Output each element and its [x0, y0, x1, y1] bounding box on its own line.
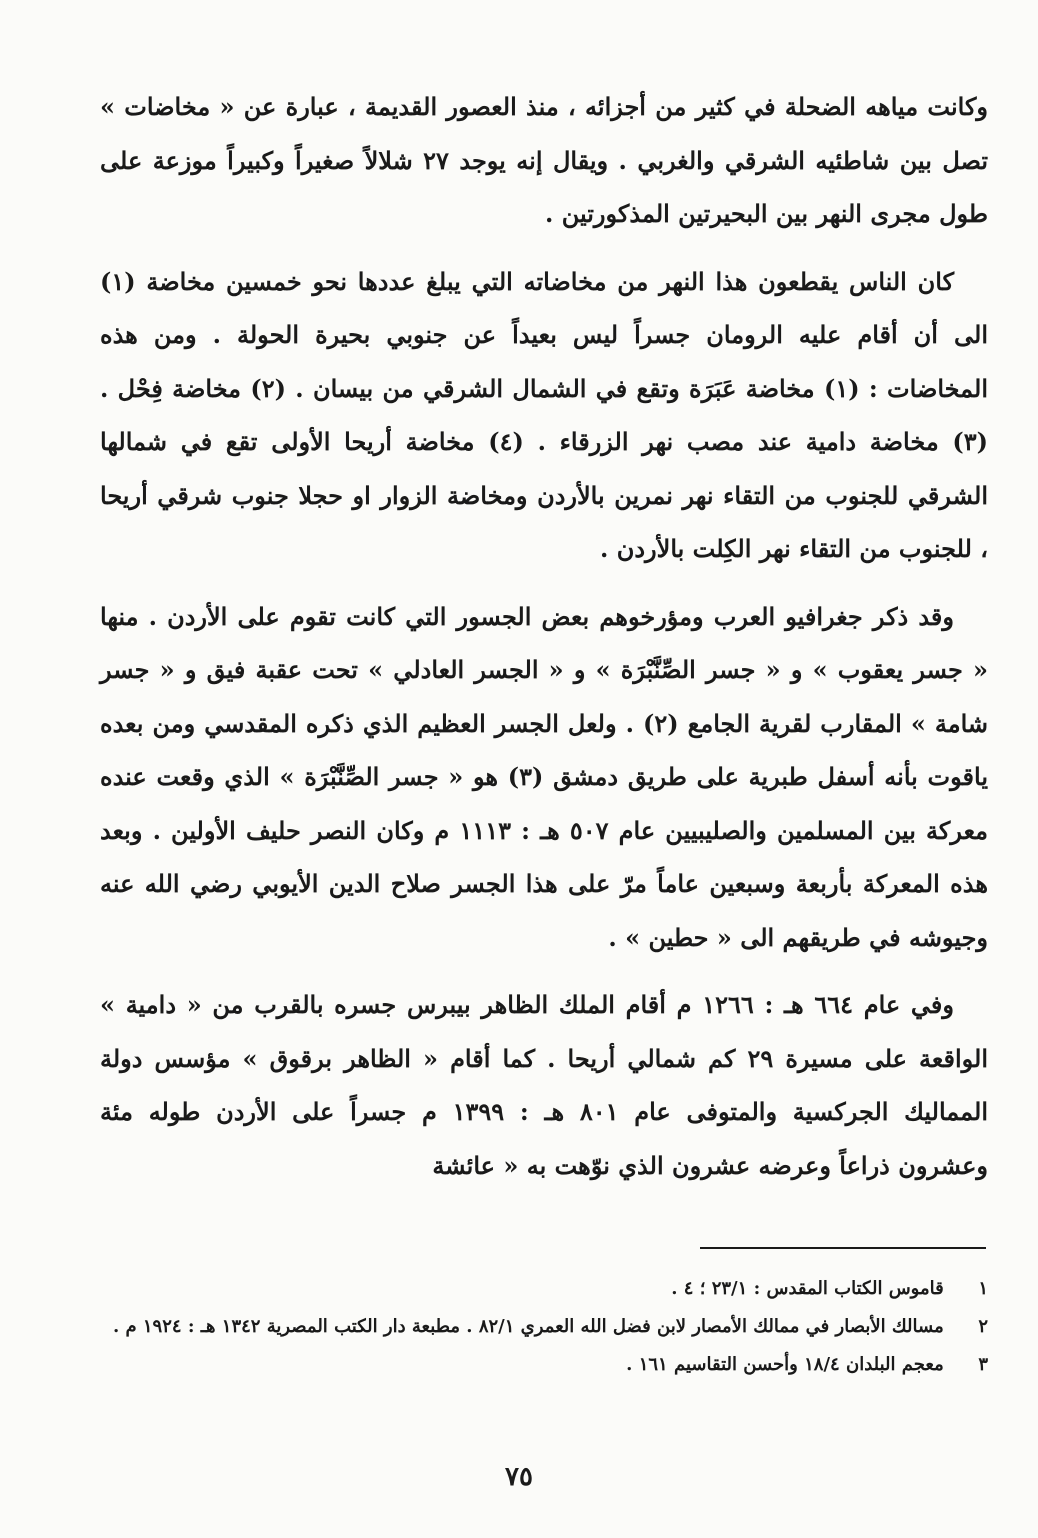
footnote-3	[100, 1346, 988, 1384]
footnotes	[100, 1270, 988, 1384]
page-number: ٧٥	[505, 1462, 533, 1492]
paragraph-2: كان الناس يقطعون هذا النهر من مخاضاته التي يبلغ عددها نحو خمسين مخاضة (١) الى أن أقام عليه الرومان جسراً ليس بعيداً عن جنوبي بحيرة الحولة . ومن هذه المخاضات : (١) مخاضة عَبَرَة وتقع في الشمال الشرقي من بيسان . (٢) مخاضة فِحْل . (٣) مخاضة دامية عند مصب نهر الزرقاء . (٤) مخاضة أريحا الأولى تقع في شمالها الشرقي للجنوب من التقاء نهر نمرين بالأردن ومخاضة الزوار او حجلا جنوب شرقي أريحا ، للجنوب من التقاء نهر الكِلت بالأردن .	[100, 266, 989, 563]
paragraph-1: وكانت مياهه الضحلة في كثير من أجزائه ، منذ العصور القديمة ، عبارة عن « مخاضات » تصل بين شاطئيه الشرقي والغربي . ويقال إنه يوجد ٢٧ شلالاً صغيراً وكبيراً موزعة على طول مجرى النهر بين البحيرتين المذكورتين .	[100, 92, 988, 228]
footnote-1	[100, 1270, 988, 1308]
footnote-2	[100, 1308, 988, 1346]
footnote-text: مسالك الأبصار في ممالك الأمصار لابن فضل الله العمري ٨٢/١ . مطبعة دار الكتب المصرية ١٣٤٢ هـ : ١٩٢٤ م .	[112, 1316, 944, 1337]
footnote-number: ١	[978, 1278, 988, 1299]
footnote-text: معجم البلدان ١٨/٤ وأحسن التقاسيم ١٦١ .	[626, 1354, 944, 1375]
footnote-divider	[700, 1247, 986, 1249]
footnote-text: قاموس الكتاب المقدس : ٢٣/١ ؛ ٤ .	[671, 1278, 944, 1299]
footnote-number: ٢	[978, 1316, 988, 1337]
paragraph-4: وفي عام ٦٦٤ هـ : ١٢٦٦ م أقام الملك الظاهر بيبرس جسره بالقرب من « دامية » الواقعة على مسيرة ٢٩ كم شمالي أريحا . كما أقام « الظاهر برقوق » مؤسس دولة المماليك الجركسية والمتوفى عام ٨٠١ هـ : ١٣٩٩ م جسراً على الأردن طوله مئة وعشرون ذراعاً وعرضه عشرون الذي نوّهت به « عائشة	[100, 990, 989, 1180]
body-text	[100, 80, 988, 1206]
paragraph-3: وقد ذكر جغرافيو العرب ومؤرخوهم بعض الجسور التي كانت تقوم على الأردن . منها « جسر يعقوب » و « جسر الصِّنَّبْرَة » و « الجسر العادلي » تحت عقبة فيق و « جسر شامة » المقارب لقرية الجامع (٢) . ولعل الجسر العظيم الذي ذكره المقدسي ومن بعده ياقوت بأنه أسفل طبرية على طريق دمشق (٣) هو « جسر الصِّنَّبْرَة » الذي وقعت عنده معركة بين المسلمين والصليبيين عام ٥٠٧ هـ : ١١١٣ م وكان النصر حليف الأولين . وبعد هذه المعركة بأربعة وسبعين عاماً مرّ على هذا الجسر صلاح الدين الأيوبي رضي الله عنه وجيوشه في طريقهم الى « حطين » .	[100, 601, 988, 952]
footnote-number: ٣	[978, 1354, 988, 1375]
